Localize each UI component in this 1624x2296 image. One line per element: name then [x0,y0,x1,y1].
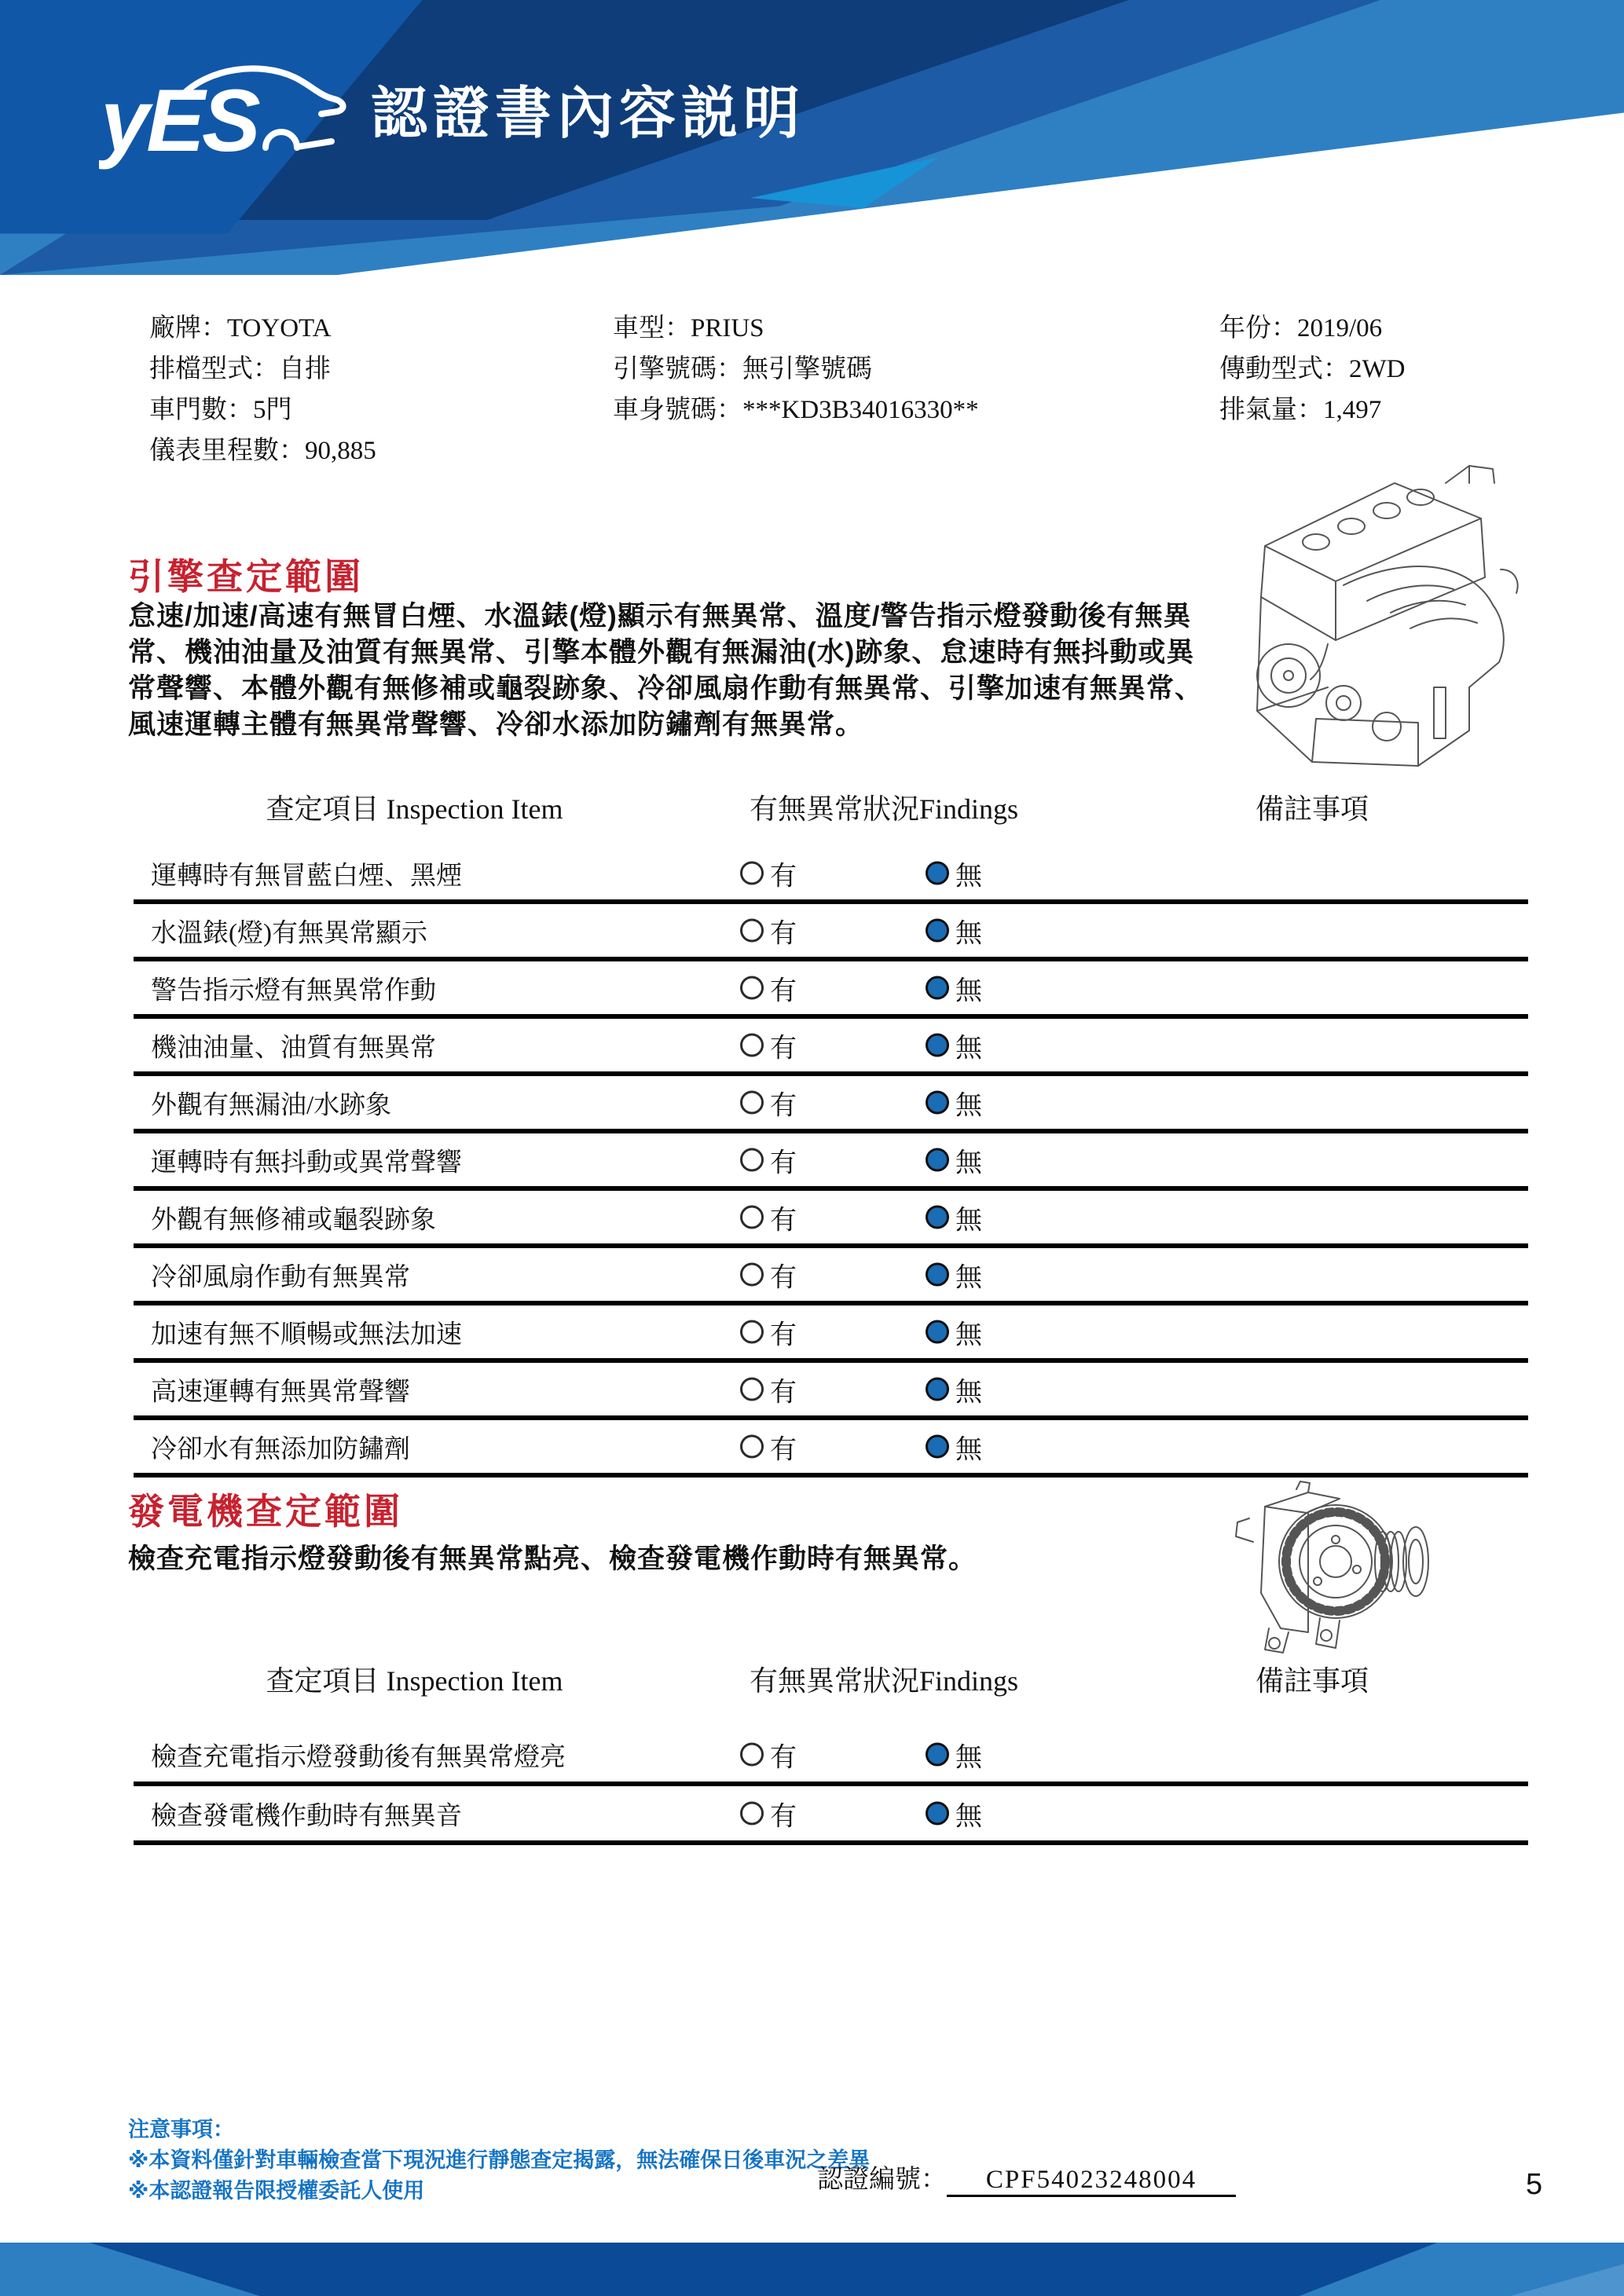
inspection-item-label: 外觀有無修補或龜裂跡象 [151,1206,436,1234]
table-row [134,1191,1528,1248]
radio-no-circle[interactable] [926,976,949,1000]
engine-col-header-findings: 有無異常狀況Findings [749,793,1019,825]
inspection-item-label: 運轉時有無抖動或異常聲響 [151,1148,462,1177]
radio-no-circle[interactable] [926,1206,949,1229]
radio-no[interactable]: 無 [926,1026,982,1064]
engine-section-description: 怠速/加速/高速有無冒白煙、水溫錶(燈)顯示有無異常、溫度/警告指示燈發動後有無異常、機油油量及油質有無異常、引擎本體外觀有無漏油(水)跡象、怠速時有無抖動或異常聲響、本體外觀有無修補或龜裂跡象、冷卻風扇作動有無異常、引擎加速有無異常、風速運轉主體有無異常聲響、冷卻水添加防鏽劑有無異常。 [128,601,1204,740]
generator-section-heading: 發電機查定範圍 [128,1491,403,1532]
notice-line-1: ※本資料僅針對車輛檢查當下現況進行靜態查定揭露，無法確保日後車況之差異 [128,2148,871,2172]
radio-yes[interactable]: 有 [740,1370,797,1408]
table-row [134,1248,1528,1305]
radio-yes[interactable]: 有 [740,1735,797,1774]
table-row [134,1420,1528,1478]
radio-yes[interactable]: 有 [740,1083,797,1122]
info-model: 車型：PRIUS [613,314,764,342]
table-row [134,961,1528,1019]
radio-no-circle[interactable] [926,1091,949,1115]
table-row [134,1786,1528,1845]
radio-no[interactable]: 無 [926,1794,982,1833]
radio-no-circle[interactable] [926,1034,949,1057]
alternator-illustration [1222,1475,1442,1660]
page-title: 認證書內容説明 [371,82,806,145]
inspection-item-label: 冷卻風扇作動有無異常 [151,1263,410,1291]
yes-logo-icon [99,47,358,177]
radio-no-circle[interactable] [926,862,949,885]
radio-yes-circle[interactable] [740,976,764,1000]
page-number: 5 [1526,2168,1543,2201]
inspection-item-label: 加速有無不順暢或無法加速 [151,1320,462,1349]
radio-yes-circle[interactable] [740,1743,764,1767]
radio-yes[interactable]: 有 [740,1313,797,1351]
radio-no-circle[interactable] [926,1378,949,1401]
radio-yes[interactable]: 有 [740,1141,797,1179]
radio-yes-circle[interactable] [740,1263,764,1287]
radio-no[interactable]: 無 [926,969,982,1007]
table-row [134,847,1528,904]
radio-yes[interactable]: 有 [740,1026,797,1064]
inspection-item-label: 檢查發電機作動時有無異音 [151,1802,462,1830]
generator-section-description: 檢查充電指示燈發動後有無異常點亮、檢查發電機作動時有無異常。 [128,1543,977,1574]
radio-no-circle[interactable] [926,1435,949,1459]
radio-no-circle[interactable] [926,1148,949,1172]
engine-col-header-remarks: 備註事項 [1255,793,1369,825]
radio-no-circle[interactable] [926,1263,949,1287]
certificate-number-value: CPF54023248004 [947,2166,1236,2197]
radio-no[interactable]: 無 [926,1255,982,1294]
table-row [134,1133,1528,1191]
generator-col-header-findings: 有無異常狀況Findings [749,1665,1019,1697]
inspection-item-label: 水溫錶(燈)有無異常顯示 [151,919,427,947]
notice-block [128,2115,870,2206]
radio-yes[interactable]: 有 [740,969,797,1007]
footer-banner [0,2243,1624,2296]
info-engine-no: 引擎號碼：無引擎號碼 [613,355,872,383]
engine-illustration [1210,452,1540,785]
radio-yes-circle[interactable] [740,1435,764,1459]
radio-yes-circle[interactable] [740,1148,764,1172]
radio-yes[interactable]: 有 [740,1255,797,1294]
radio-yes[interactable]: 有 [740,1427,797,1466]
info-gearbox: 排檔型式：自排 [149,355,331,383]
radio-no[interactable]: 無 [926,1735,982,1774]
notice-line-2: ※本認證報告限授權委託人使用 [128,2179,425,2203]
radio-yes-circle[interactable] [740,1206,764,1229]
radio-no-circle[interactable] [926,919,949,943]
engine-inspection-table [134,847,1528,1478]
certificate-number-line [817,2159,1236,2197]
info-year: 年份：2019/06 [1219,314,1383,342]
radio-yes[interactable]: 有 [740,911,797,950]
radio-no[interactable]: 無 [926,1313,982,1351]
inspection-item-label: 警告指示燈有無異常作動 [151,976,436,1005]
info-doors: 車門數：5門 [149,396,292,424]
generator-col-header-remarks: 備註事項 [1255,1665,1369,1697]
notice-title: 注意事項： [128,2118,234,2141]
radio-no[interactable]: 無 [926,911,982,950]
table-row [134,904,1528,961]
inspection-item-label: 高速運轉有無異常聲響 [151,1378,410,1406]
logo-text: yES [101,71,258,170]
vehicle-info-col3 [1219,308,1405,430]
radio-yes[interactable]: 有 [740,854,797,892]
engine-section-heading: 引擎查定範圍 [128,556,364,597]
inspection-item-label: 運轉時有無冒藍白煙、黑煙 [151,862,462,890]
vehicle-info-col2 [613,308,979,430]
radio-yes-circle[interactable] [740,1802,764,1825]
radio-yes[interactable]: 有 [740,1794,797,1833]
radio-no[interactable]: 無 [926,1141,982,1179]
inspection-item-label: 檢查充電指示燈發動後有無異常燈亮 [151,1743,566,1771]
radio-yes-circle[interactable] [740,862,764,885]
info-brand: 廠牌：TOYOTA [149,314,332,342]
generator-inspection-table [134,1727,1528,1845]
table-row [134,1363,1528,1420]
generator-col-header-item: 查定項目 Inspection Item [266,1665,563,1697]
engine-col-header-item: 查定項目 Inspection Item [266,793,563,825]
table-row [134,1019,1528,1076]
table-row [134,1076,1528,1133]
header-banner [0,0,1624,275]
radio-yes-circle[interactable] [740,1091,764,1115]
radio-no-circle[interactable] [926,1743,949,1767]
table-row [134,1727,1528,1786]
radio-no-circle[interactable] [926,1802,949,1825]
info-drivetrain: 傳動型式：2WD [1219,355,1406,383]
radio-no[interactable]: 無 [926,1427,982,1466]
radio-yes-circle[interactable] [740,1320,764,1344]
radio-no[interactable]: 無 [926,1083,982,1122]
inspection-item-label: 外觀有無漏油/水跡象 [151,1091,392,1119]
radio-yes-circle[interactable] [740,1378,764,1401]
radio-yes-circle[interactable] [740,1034,764,1057]
inspection-item-label: 冷卻水有無添加防鏽劑 [151,1435,410,1463]
certificate-number-label: 認證編號： [817,2166,947,2194]
radio-no[interactable]: 無 [926,1198,982,1236]
inspection-item-label: 機油油量、油質有無異常 [151,1034,436,1062]
info-displacement: 排氣量：1,497 [1219,396,1382,424]
info-odometer: 儀表里程數：90,885 [149,437,376,465]
vehicle-info-col1 [149,308,376,471]
info-vin: 車身號碼：***KD3B34016330** [613,396,979,424]
radio-yes[interactable]: 有 [740,1198,797,1236]
radio-no[interactable]: 無 [926,854,982,892]
table-row [134,1305,1528,1363]
radio-no-circle[interactable] [926,1320,949,1344]
radio-yes-circle[interactable] [740,919,764,943]
radio-no[interactable]: 無 [926,1370,982,1408]
